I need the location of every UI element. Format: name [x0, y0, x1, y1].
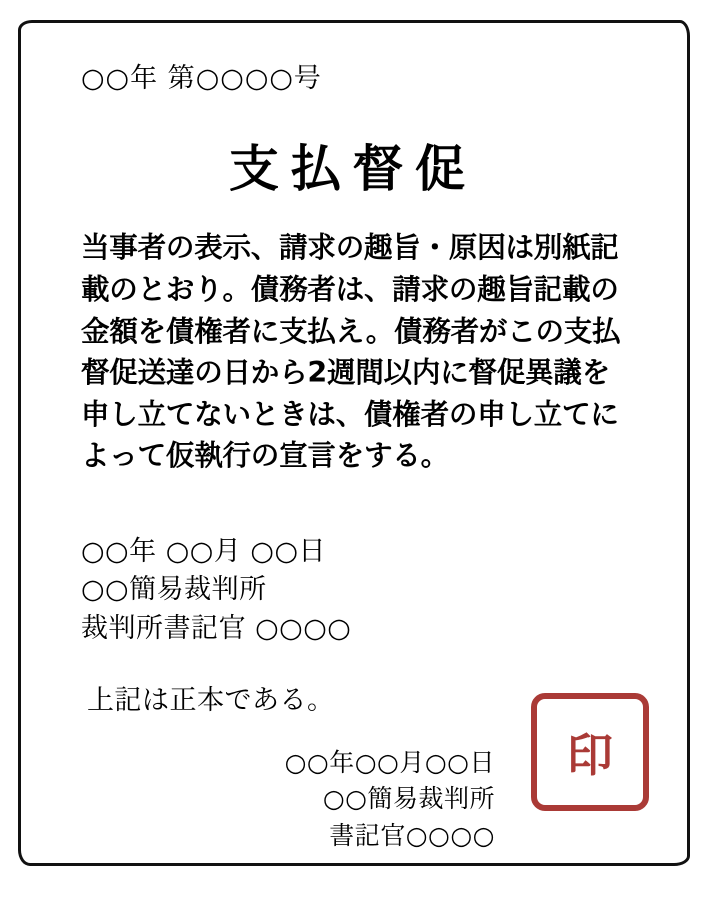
body-line: 申し立てないときは、債権者の申し立てに [81, 397, 619, 431]
document-sheet [18, 20, 690, 866]
footer-court: ○○簡易裁判所 [322, 784, 495, 814]
issue-date: ○○年 ○○月 ○○日 [81, 536, 327, 568]
body-text [81, 227, 641, 477]
official-seal-icon: 印 [531, 693, 649, 811]
footer-clerk: 書記官○○○○ [329, 820, 495, 850]
case-number: ○○年 第○○○○号 [81, 63, 322, 94]
body-line: 金額を債権者に支払え。債務者がこの支払 [81, 314, 621, 348]
document-title: 支払督促 [229, 140, 477, 199]
spacer [81, 477, 635, 533]
footer-date: ○○年○○月○○日 [284, 748, 495, 778]
body-line: 督促送達の日から2週間以内に督促異議を [81, 356, 611, 390]
court-name: ○○簡易裁判所 [81, 574, 267, 606]
body-line: 当事者の表示、請求の趣旨・原因は別紙記 [81, 231, 619, 265]
certification-statement: 上記は正本である。 [87, 685, 335, 717]
clerk-name: 裁判所書記官 ○○○○ [81, 612, 352, 644]
body-line: 載のとおり。債務者は、請求の趣旨記載の [81, 273, 619, 306]
body-line: よって仮執行の宣言をする。 [81, 439, 449, 473]
